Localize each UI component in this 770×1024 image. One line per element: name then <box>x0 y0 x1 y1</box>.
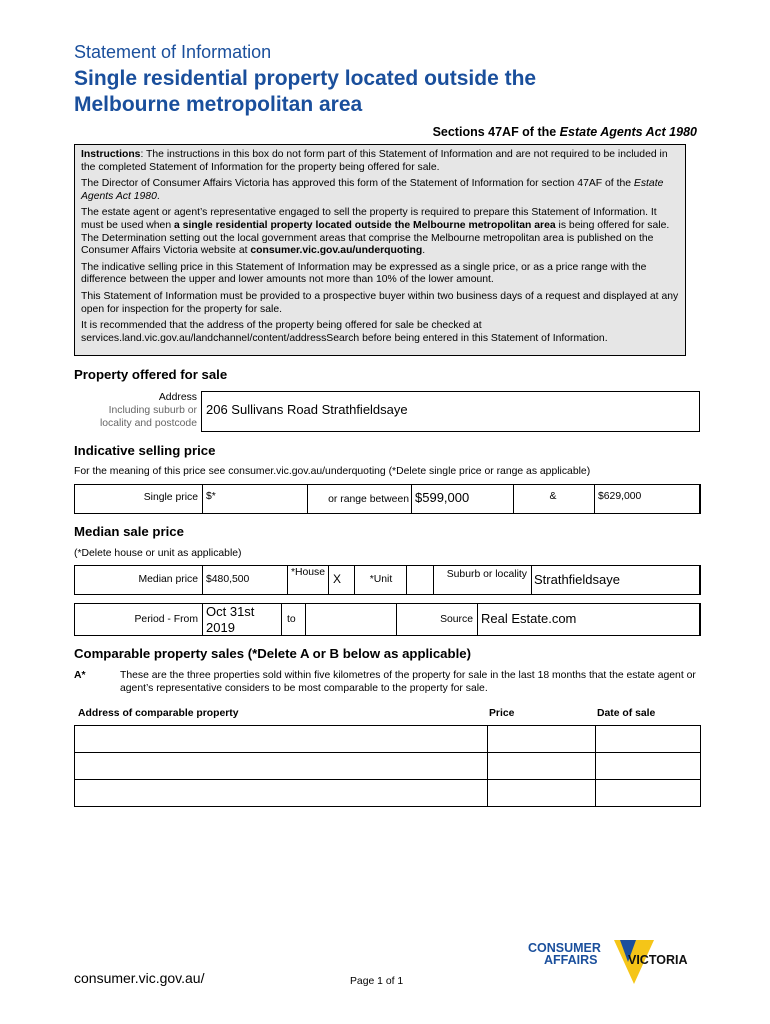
comparable-date-cell[interactable] <box>596 780 701 807</box>
col-date-header: Date of sale <box>597 708 656 719</box>
address-field[interactable] <box>201 391 700 432</box>
logo-line-1: CONSUMER <box>528 941 601 955</box>
instructions-p2: The Director of Consumer Affairs Victoria has approved this form of the Statement of Information for section 47AF of the Estate Agents Act 1980. <box>81 178 664 202</box>
comparable-address-cell[interactable] <box>75 753 488 780</box>
table-row <box>75 753 701 780</box>
single-price-field[interactable] <box>202 484 308 514</box>
indicative-heading: Indicative selling price <box>74 443 216 458</box>
table-row <box>75 780 701 807</box>
comparable-price-cell[interactable] <box>488 780 596 807</box>
comparable-date-cell[interactable] <box>596 753 701 780</box>
period-from-value: Oct 31st 2019 <box>206 604 255 635</box>
logo-line-2: AFFAIRS <box>544 953 598 967</box>
instructions-p1: Instructions: The instructions in this box do not form part of this Statement of Information and are not required to be included in the completed Statement of Information for the property being offered for sale. <box>81 149 668 173</box>
table-row <box>75 726 701 753</box>
source-label: Source <box>440 614 473 625</box>
median-heading: Median sale price <box>74 524 184 539</box>
document-title: Single residential property located outside the Melbourne metropolitan area <box>74 67 537 116</box>
range-ampersand: & <box>549 491 557 502</box>
sections-act: Estate Agents Act 1980 <box>559 125 697 139</box>
period-table <box>74 603 700 636</box>
sections-prefix: Sections 47AF of the <box>432 125 560 139</box>
option-a-label: A* <box>74 670 86 681</box>
suburb-field[interactable] <box>531 565 701 595</box>
unit-label: *Unit <box>369 574 393 585</box>
instructions-p4: The indicative selling price in this Statement of Information may be expressed as a single price, or as a price range with the difference between the upper and lower amounts not more than 10% of the lower amount. <box>81 261 647 286</box>
comparable-heading: Comparable property sales (*Delete A or B below as applicable) <box>74 646 471 661</box>
range-high-field[interactable] <box>594 484 701 514</box>
footer-url[interactable]: consumer.vic.gov.au/ <box>74 970 205 986</box>
median-price-value: $480,500 <box>206 574 250 585</box>
suburb-label: Suburb or locality <box>446 569 527 580</box>
median-note: (*Delete house or unit as applicable) <box>74 548 242 559</box>
to-label: to <box>287 614 296 625</box>
house-label: *House <box>290 567 326 578</box>
property-heading: Property offered for sale <box>74 367 228 382</box>
document-type: Statement of Information <box>74 42 272 62</box>
comparable-date-cell[interactable] <box>596 726 701 753</box>
logo-line-3: VICTORIA <box>628 953 688 967</box>
period-label: Period - From <box>134 614 198 625</box>
median-price-label: Median price <box>138 574 198 585</box>
unit-checkbox[interactable] <box>406 565 434 595</box>
consumer-affairs-victoria-logo <box>528 940 708 988</box>
period-from-field[interactable] <box>202 603 282 636</box>
address-value: 206 Sullivans Road Strathfieldsaye <box>206 402 408 417</box>
range-low-value: $599,000 <box>415 490 470 505</box>
range-low-field[interactable] <box>411 484 514 514</box>
comparable-table <box>74 725 701 807</box>
page-number: Page 1 of 1 <box>350 976 404 987</box>
single-price-value: $* <box>206 491 216 502</box>
option-a-text: These are the three properties sold within five kilometres of the property for sale in the last 18 months that the estate agent or agent’s representative considers to be most comparable to the property for sale. <box>120 670 696 694</box>
col-price-header: Price <box>489 708 515 719</box>
comparable-price-cell[interactable] <box>488 753 596 780</box>
median-price-table <box>74 565 700 595</box>
col-address-header: Address of comparable property <box>78 708 239 719</box>
range-high-value: $629,000 <box>598 491 642 502</box>
indicative-price-table <box>74 484 700 514</box>
comparable-address-cell[interactable] <box>75 726 488 753</box>
instructions-p5: This Statement of Information must be provided to a prospective buyer within two business days of a request and displayed at any open for inspection for the property for sale. <box>81 290 679 315</box>
house-mark: X <box>333 572 342 586</box>
range-label: or range between <box>328 494 409 505</box>
comparable-price-cell[interactable] <box>488 726 596 753</box>
sections-reference <box>433 125 697 139</box>
source-field[interactable] <box>477 603 701 636</box>
suburb-value: Strathfieldsaye <box>534 572 620 587</box>
single-price-label: Single price <box>143 492 198 503</box>
instructions-p3: The estate agent or agent’s representative engaged to sell the property is required to prepare this Statement of Information. It must be used when a single residential property located outside the Melbourne metropolitan area is being offered for sale. The Determination setting out the local government areas that comprise the Melbourne metropolitan area is published on the Consumer Affairs Victoria website at consumer.vic.gov.au/underquoting. <box>81 207 670 257</box>
house-checkbox[interactable] <box>328 565 355 595</box>
median-price-field[interactable] <box>202 565 288 595</box>
source-value: Real Estate.com <box>481 611 577 626</box>
instructions-p6: It is recommended that the address of the property being offered for sale be checked at services.land.vic.gov.au/landchannel/content/addressSearch before being entered in this Statement of Information. <box>81 320 608 344</box>
comparable-address-cell[interactable] <box>75 780 488 807</box>
instructions-box <box>74 144 686 356</box>
indicative-note: For the meaning of this price see consumer.vic.gov.au/underquoting (*Delete single price or range as applicable) <box>74 466 591 477</box>
address-label: Address Including suburb or locality and postcode <box>99 392 197 429</box>
period-to-field[interactable] <box>305 603 397 636</box>
